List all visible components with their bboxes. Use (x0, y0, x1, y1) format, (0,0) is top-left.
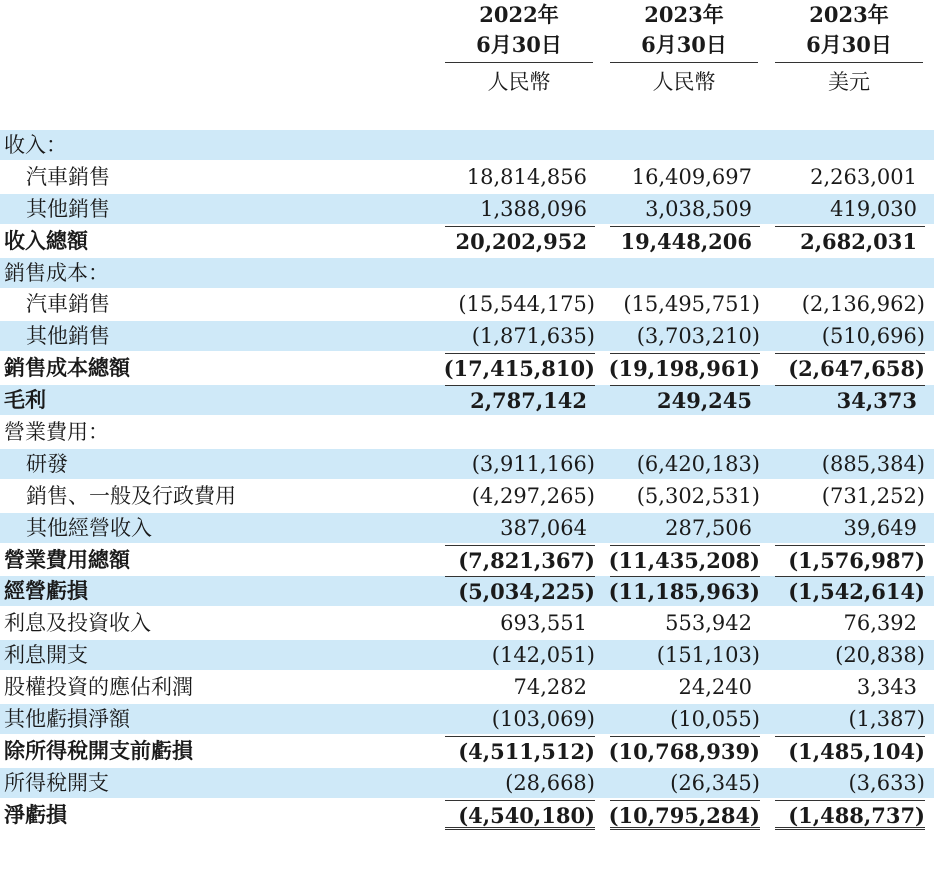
row-label: 汽車銷售 (26, 292, 110, 317)
table-row (0, 321, 934, 351)
cell-value: 20,202,952 (455, 228, 587, 254)
row-label: 研發 (26, 451, 68, 476)
cell-value: 2,263,001 (810, 164, 917, 189)
cell-value: (5,302,531) (636, 483, 760, 508)
cell-value: (1,488,737) (788, 802, 925, 828)
cell-value: (7,821,367) (458, 547, 595, 573)
value-cell (775, 800, 925, 830)
cell-value: 1,388,096 (480, 196, 587, 221)
value-cell (775, 736, 925, 766)
cell-value: 76,392 (843, 611, 917, 636)
table-row (0, 545, 934, 575)
table-header (0, 0, 934, 130)
value-cell (610, 385, 760, 415)
cell-value: (1,485,104) (788, 738, 925, 764)
table-row (0, 194, 934, 224)
cell-value: 387,064 (500, 515, 587, 540)
cell-value: (2,136,962) (801, 292, 925, 317)
cell-value: 34,373 (836, 388, 917, 414)
value-cell (775, 226, 925, 256)
cell-value: (1,576,987) (788, 547, 925, 573)
column-year: 2023年 (644, 2, 724, 27)
value-cell (610, 800, 760, 830)
cell-value: (142,051) (491, 643, 595, 668)
value-cell (775, 545, 925, 575)
value-cell (775, 385, 925, 415)
table-row (0, 481, 934, 511)
column-currency: 美元 (828, 70, 870, 94)
column-currency: 人民幣 (652, 70, 716, 94)
cell-value: (103,069) (491, 707, 595, 732)
cell-value: 287,506 (665, 515, 752, 540)
table-row (0, 800, 934, 830)
column-date: 6月30日 (610, 30, 758, 63)
row-label: 營業費用總額 (4, 546, 130, 572)
cell-value: 249,245 (657, 388, 752, 414)
value-cell (445, 385, 595, 415)
cell-value: 19,448,206 (620, 228, 752, 254)
value-cell (775, 353, 925, 383)
cell-value: (6,420,183) (636, 451, 760, 476)
table-row (0, 417, 934, 447)
row-label: 所得稅開支 (4, 770, 109, 795)
row-label: 其他銷售 (26, 324, 110, 349)
row-label: 毛利 (4, 387, 46, 413)
row-label: 股權投資的應佔利潤 (4, 675, 193, 700)
cell-value: (3,633) (848, 770, 925, 795)
cell-value: (731,252) (821, 483, 925, 508)
row-label: 經營虧損 (4, 578, 88, 604)
cell-value: 18,814,856 (466, 164, 587, 189)
value-cell (445, 353, 595, 383)
cell-value: (15,495,751) (623, 292, 760, 317)
value-cell (445, 800, 595, 830)
cell-value: 24,240 (678, 675, 752, 700)
table-row (0, 385, 934, 415)
value-cell (445, 226, 595, 256)
column-year: 2022年 (479, 2, 559, 27)
income-statement-table (0, 130, 934, 832)
row-label: 利息開支 (4, 643, 88, 668)
column-date: 6月30日 (775, 30, 923, 63)
cell-value: (4,511,512) (458, 738, 595, 764)
column-year: 2023年 (809, 2, 889, 27)
row-label: 其他銷售 (26, 196, 110, 221)
row-label: 其他虧損淨額 (4, 707, 130, 732)
cell-value: (510,696) (821, 324, 925, 349)
row-label: 汽車銷售 (26, 164, 110, 189)
row-label: 銷售、一般及行政費用 (26, 483, 236, 508)
row-label: 營業費用： (4, 420, 109, 445)
row-label: 利息及投資收入 (4, 611, 151, 636)
value-cell (610, 226, 760, 256)
table-row (0, 704, 934, 734)
cell-value: (1,871,635) (471, 324, 595, 349)
value-cell (610, 576, 760, 606)
table-row (0, 162, 934, 192)
table-row (0, 672, 934, 702)
table-row (0, 353, 934, 383)
cell-value: 16,409,697 (631, 164, 752, 189)
cell-value: (10,795,284) (608, 802, 760, 828)
cell-value: (4,297,265) (471, 483, 595, 508)
cell-value: (1,387) (848, 707, 925, 732)
table-row (0, 258, 934, 288)
table-row (0, 226, 934, 256)
cell-value: (3,911,166) (471, 451, 595, 476)
table-row (0, 449, 934, 479)
cell-value: (11,435,208) (608, 547, 760, 573)
cell-value: (15,544,175) (458, 292, 595, 317)
cell-value: (17,415,810) (443, 356, 595, 382)
cell-value: (10,055) (670, 707, 760, 732)
table-row (0, 289, 934, 319)
cell-value: (10,768,939) (608, 738, 760, 764)
value-cell (610, 736, 760, 766)
column-date: 6月30日 (445, 30, 593, 63)
table-row (0, 640, 934, 670)
value-cell (610, 545, 760, 575)
row-label: 收入總額 (4, 227, 88, 253)
cell-value: (5,034,225) (458, 579, 595, 605)
column-header-2023-rmb (610, 0, 758, 99)
column-header-2022 (445, 0, 593, 99)
cell-value: (26,345) (670, 770, 760, 795)
row-label: 其他經營收入 (26, 515, 152, 540)
cell-value: 74,282 (513, 675, 587, 700)
table-row (0, 608, 934, 638)
row-label: 銷售成本： (4, 260, 109, 285)
value-cell (610, 353, 760, 383)
value-cell (775, 576, 925, 606)
cell-value: 2,787,142 (470, 388, 587, 414)
row-label: 淨虧損 (4, 801, 67, 827)
cell-value: (28,668) (505, 770, 595, 795)
column-header-2023-usd (775, 0, 923, 99)
cell-value: 2,682,031 (800, 228, 917, 254)
row-label: 除所得稅開支前虧損 (4, 737, 193, 763)
cell-value: 3,343 (856, 675, 917, 700)
cell-value: 553,942 (665, 611, 752, 636)
cell-value: (4,540,180) (458, 802, 595, 828)
cell-value: (3,703,210) (636, 324, 760, 349)
cell-value: (1,542,614) (788, 579, 925, 605)
row-label: 收入： (4, 133, 67, 157)
cell-value: (19,198,961) (608, 356, 760, 382)
table-row (0, 513, 934, 543)
value-cell (445, 736, 595, 766)
table-row (0, 736, 934, 766)
cell-value: 3,038,509 (645, 196, 752, 221)
value-cell (445, 545, 595, 575)
cell-value: (151,103) (656, 643, 760, 668)
column-currency: 人民幣 (487, 70, 551, 94)
table-row (0, 576, 934, 606)
value-cell (445, 576, 595, 606)
cell-value: (885,384) (821, 451, 925, 476)
cell-value: (20,838) (835, 643, 925, 668)
table-row (0, 768, 934, 798)
cell-value: 693,551 (500, 611, 587, 636)
cell-value: (2,647,658) (788, 356, 925, 382)
table-row (0, 130, 934, 160)
cell-value: (11,185,963) (608, 579, 760, 605)
cell-value: 39,649 (843, 515, 917, 540)
cell-value: 419,030 (830, 196, 917, 221)
row-label: 銷售成本總額 (4, 355, 130, 381)
